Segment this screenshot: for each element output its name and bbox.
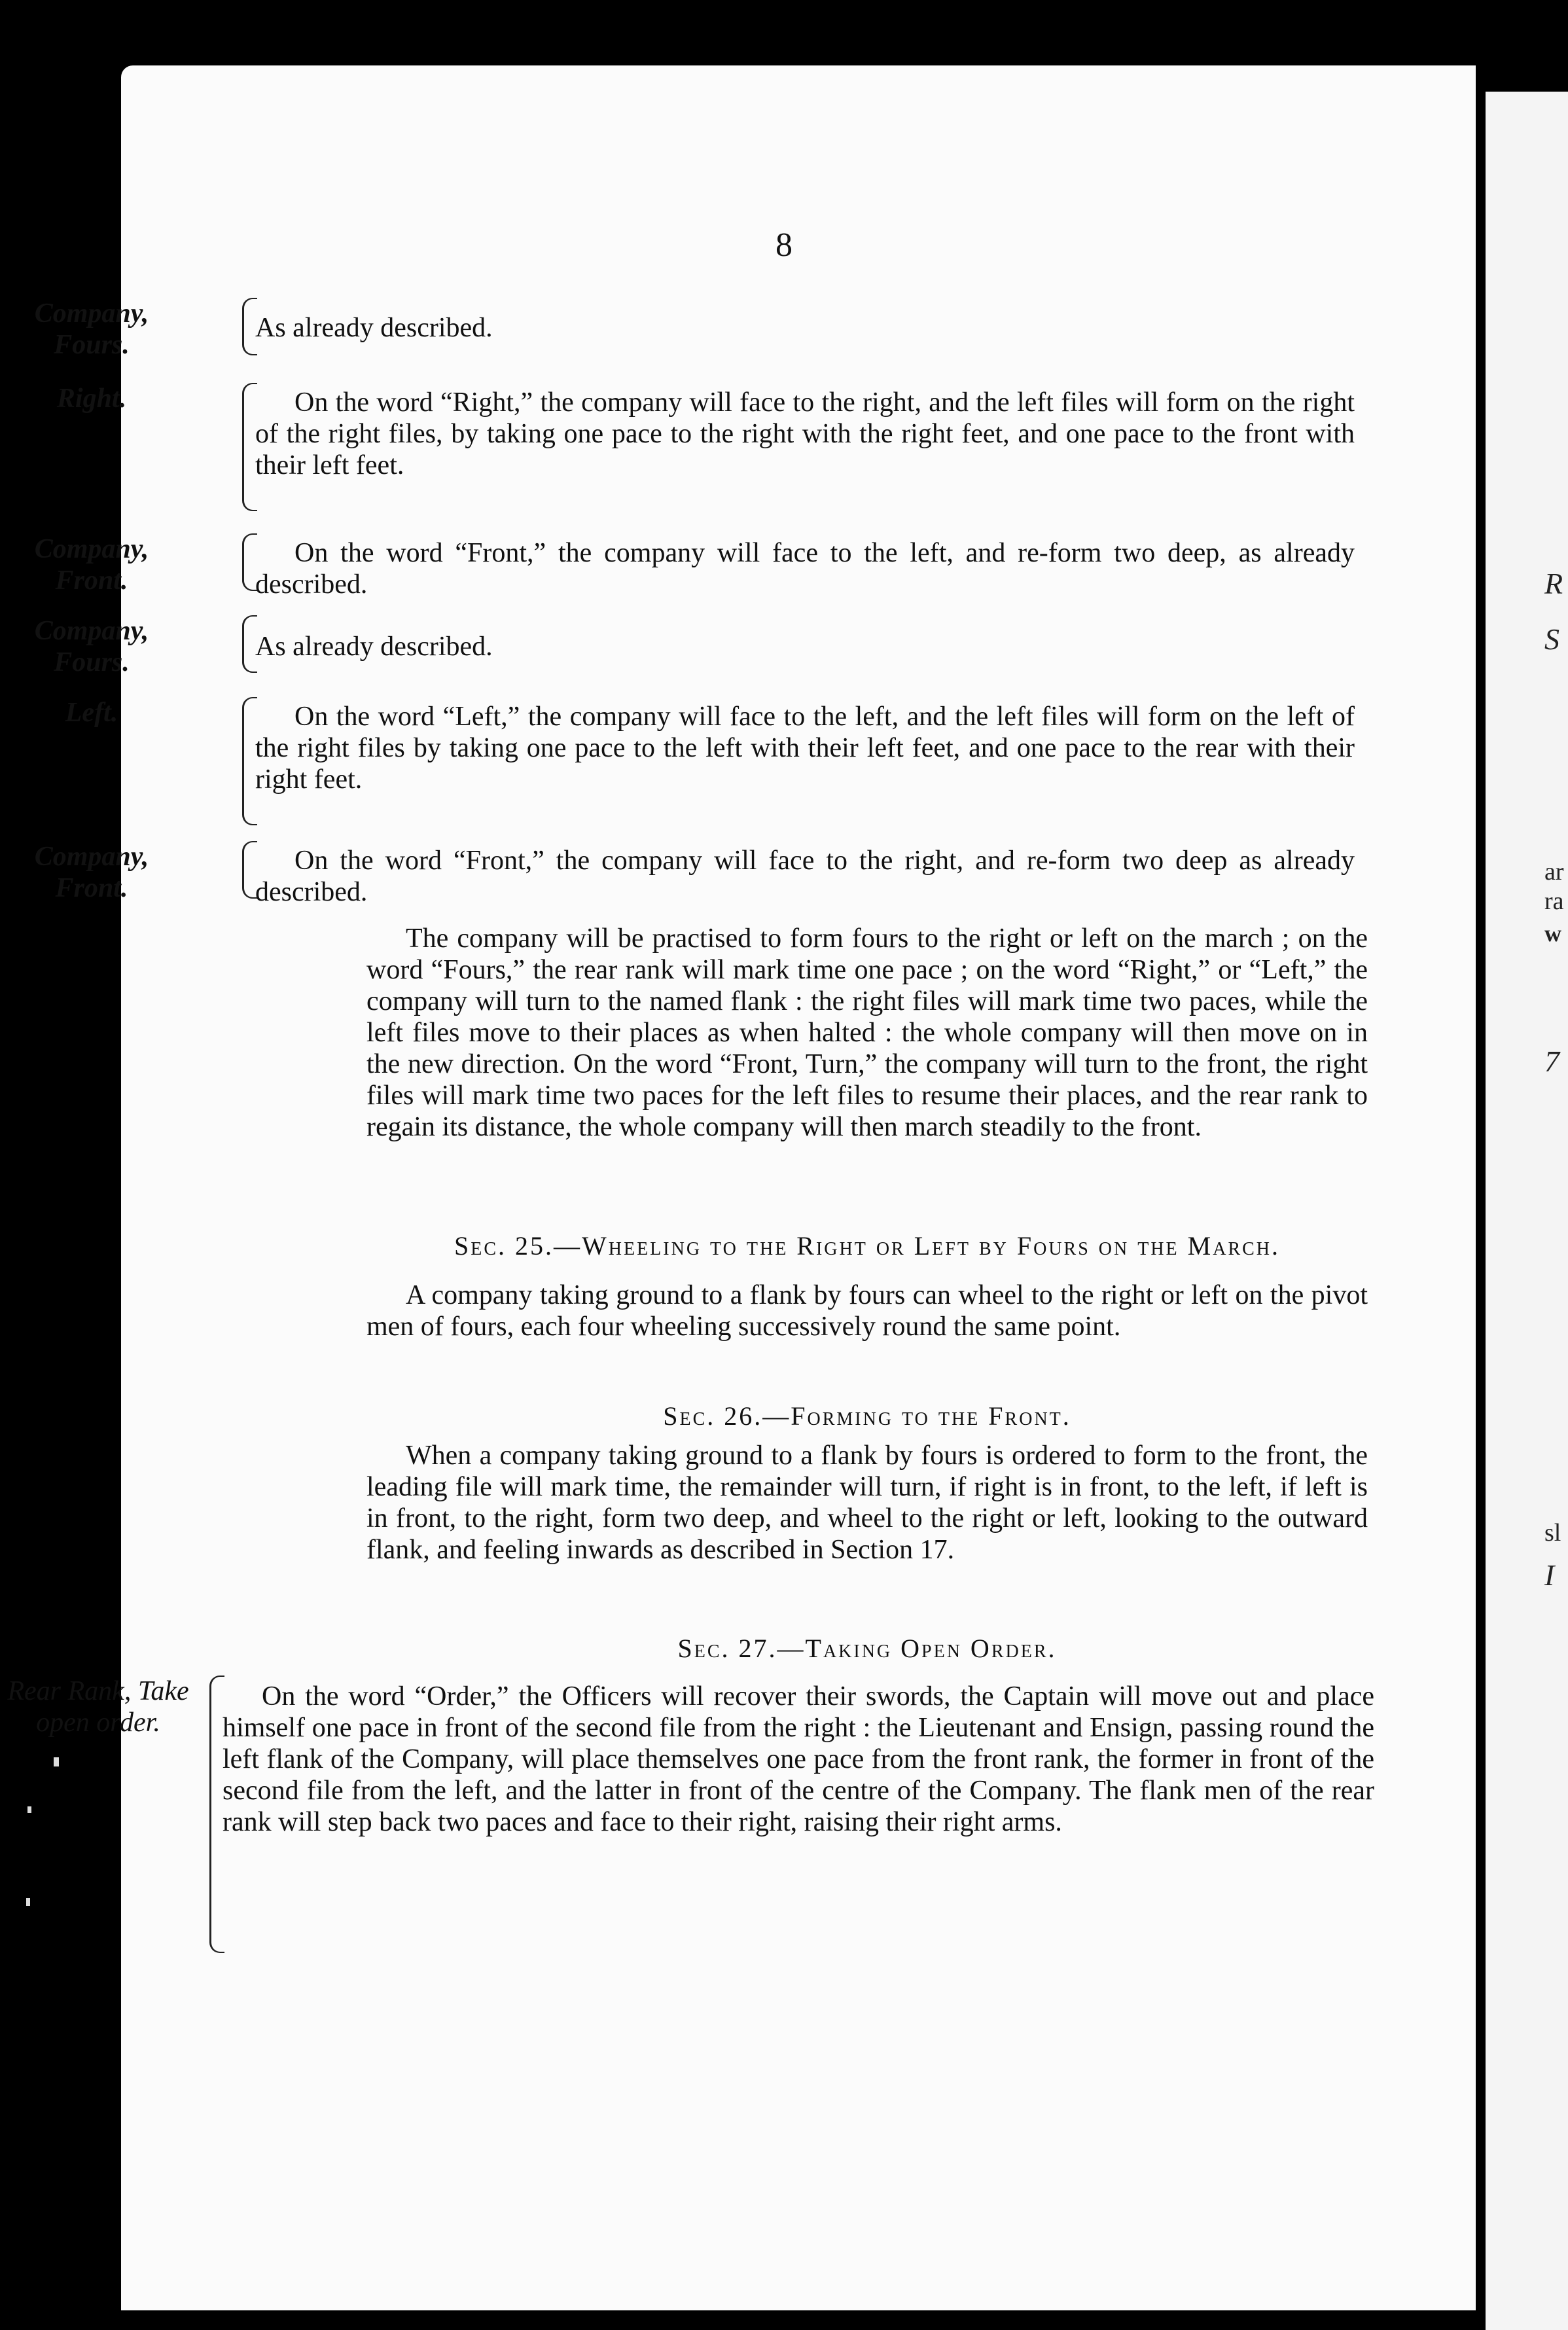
- drill-entry: [34, 841, 1368, 913]
- margin-command: Rear Rank, Take open order.: [7, 1676, 189, 1738]
- adjacent-fragment: 7: [1544, 1045, 1559, 1078]
- adjacent-fragment: I: [1544, 1558, 1555, 1592]
- scan-speck: [54, 1757, 59, 1766]
- drill-entry: [34, 533, 1368, 605]
- section-text: A company taking ground to a flank by fours can wheel to the right or left on the pivot men of fours, each four wheeling successively round the same point.: [366, 1280, 1368, 1342]
- drill-entry: [56, 383, 1368, 520]
- adjacent-fragment: ra: [1544, 887, 1564, 915]
- entry-text: On the word “Front,” the company will face to the right, and re-form two deep as already described.: [255, 846, 1355, 907]
- margin-command: Company, Fours.: [34, 616, 149, 677]
- drill-entry: [34, 615, 1368, 681]
- adjacent-fragment: ar: [1544, 858, 1564, 886]
- entry-text: As already described.: [255, 313, 493, 343]
- adjacent-fragment: w: [1544, 920, 1561, 946]
- adjacent-fragment: sl: [1544, 1519, 1561, 1547]
- entry-text: As already described.: [255, 632, 493, 662]
- drill-entry: [65, 697, 1368, 834]
- entry-text: On the word “Front,” the company will face to the left, and re-form two deep, as already described.: [255, 538, 1355, 600]
- adjacent-page: [1486, 92, 1568, 2330]
- section-heading: Sec. 27.—Taking Open Order.: [677, 1634, 1057, 1663]
- margin-command: Right.: [56, 384, 127, 414]
- page-number: 8: [775, 226, 793, 264]
- scan-speck: [27, 1806, 31, 1813]
- adjacent-fragment: S: [1544, 622, 1559, 656]
- margin-command: Company, Front.: [34, 842, 149, 903]
- section-text: When a company taking ground to a flank by fours is ordered to form to the front, the leading file will mark time, the remainder will turn, if right is in front, to the left, if left is in front, to the right, form two deep, and wheel to the right or left, looking to the outward flank, and feeling inwards as described in Section 17.: [366, 1441, 1368, 1565]
- section-heading: Sec. 26.—Forming to the Front.: [663, 1401, 1071, 1431]
- drill-entry: [34, 298, 1368, 363]
- paragraph-march: The company will be practised to form fours to the right or left on the march ; on the word “Fours,” the rear rank will mark time one pace ; on the word “Right,” or “Left,” the company will turn to the named flank : the right files will mark time two paces, while the left files move to their places as when halted : the whole company will then move on in the new direction. On the word “Front, Turn,” the company will turn to the front, the right files will mark time two paces for the left files to resume their places, and the rear rank to regain its distance, the whole company will then march steadily to the front.: [366, 923, 1368, 1142]
- scan-speck: [26, 1898, 30, 1906]
- margin-command: Company, Fours.: [34, 298, 149, 360]
- entry-text: On the word “Right,” the company will face to the right, and the left files will form on the right of the right files, by taking one pace to the right with the right feet, and one pace to the front with their left feet.: [255, 387, 1355, 480]
- margin-command: Company, Front.: [34, 534, 149, 596]
- margin-command: Left.: [65, 698, 118, 728]
- section-heading: Sec. 25.—Wheeling to the Right or Left by Fours on the March.: [454, 1231, 1281, 1261]
- entry-text: On the word “Left,” the company will face to the left, and the left files will form on the left of the right files by taking one pace to the left with their left feet, and one pace to the rear with their right feet.: [255, 702, 1355, 795]
- adjacent-fragment: R: [1544, 567, 1563, 600]
- drill-entry: [7, 1676, 1374, 1970]
- entry-text: On the word “Order,” the Officers will recover their swords, the Captain will move out and place himself one pace in front of the second file from the right : the Lieutenant and Ensign, passing round the left flank of the Company, will place themselves one pace from the front rank, the former in front of the second file from the left, and the latter in front of the centre of the Company. The flank men of the rear rank will step back two paces and face to their right, raising their right arms.: [223, 1681, 1374, 1837]
